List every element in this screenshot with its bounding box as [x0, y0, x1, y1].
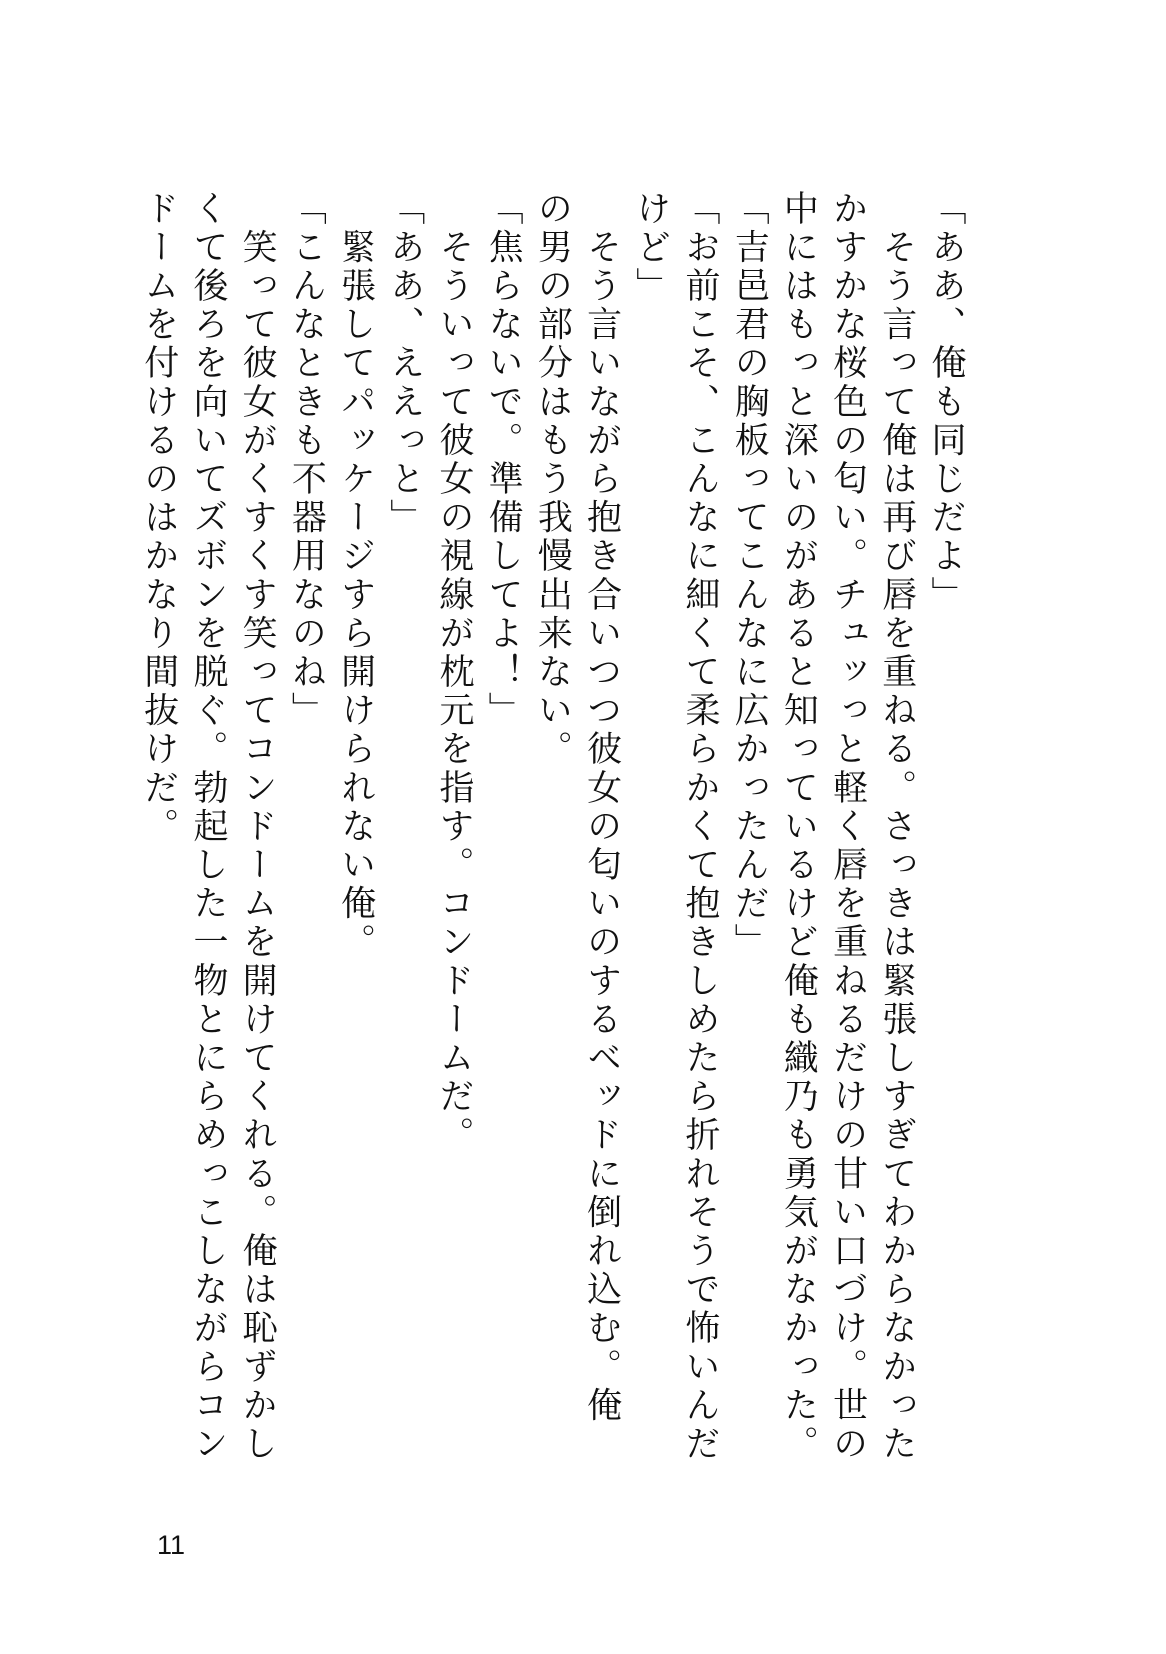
text-line: 「こんなときも不器用なのね」 [286, 190, 327, 731]
text-line: 「お前こそ、こんなに細くて柔らかくて抱きしめたら折れそうで怖いんだ [679, 190, 720, 1464]
text-line: 「ああ、ええっと」 [384, 190, 425, 538]
text-line: ドームを付けるのはかなり間抜けだ。 [138, 190, 179, 847]
text-line: くて後ろを向いてズボンを脱ぐ。勃起した一物とにらめっこしながらコン [187, 190, 228, 1464]
text-line: 「吉邑君の胸板ってこんなに広かったんだ」 [729, 190, 770, 962]
text-line: そう言って俺は再び唇を重ねる。さっきは緊張しすぎてわからなかった [876, 190, 917, 1464]
text-line: 中にはもっと深いのがあると知っているけど俺も織乃も勇気がなかった。 [778, 190, 819, 1464]
text-line: の男の部分はもう我慢出来ない。 [532, 190, 573, 769]
text-line: 緊張してパッケージすら開けられない俺。 [335, 190, 376, 962]
page-number: 11 [157, 1530, 186, 1560]
vertical-text-body [138, 190, 970, 1464]
text-line: そういって彼女の視線が枕元を指す。コンドームだ。 [433, 190, 474, 1155]
text-line: 笑って彼女がくすくす笑ってコンドームを開けてくれる。俺は恥ずかし [237, 190, 278, 1464]
text-line: 「ああ、俺も同じだよ」 [926, 190, 966, 615]
text-line: けど」 [630, 190, 671, 306]
text-line: そう言いながら抱き合いつつ彼女の匂いのするベッドに倒れ込む。俺 [581, 190, 622, 1426]
text-line: 「焦らないで。準備してよ！」 [483, 190, 524, 731]
text-line: かすかな桜色の匂い。チュッっと軽く唇を重ねるだけの甘い口づけ。世の [827, 190, 868, 1464]
